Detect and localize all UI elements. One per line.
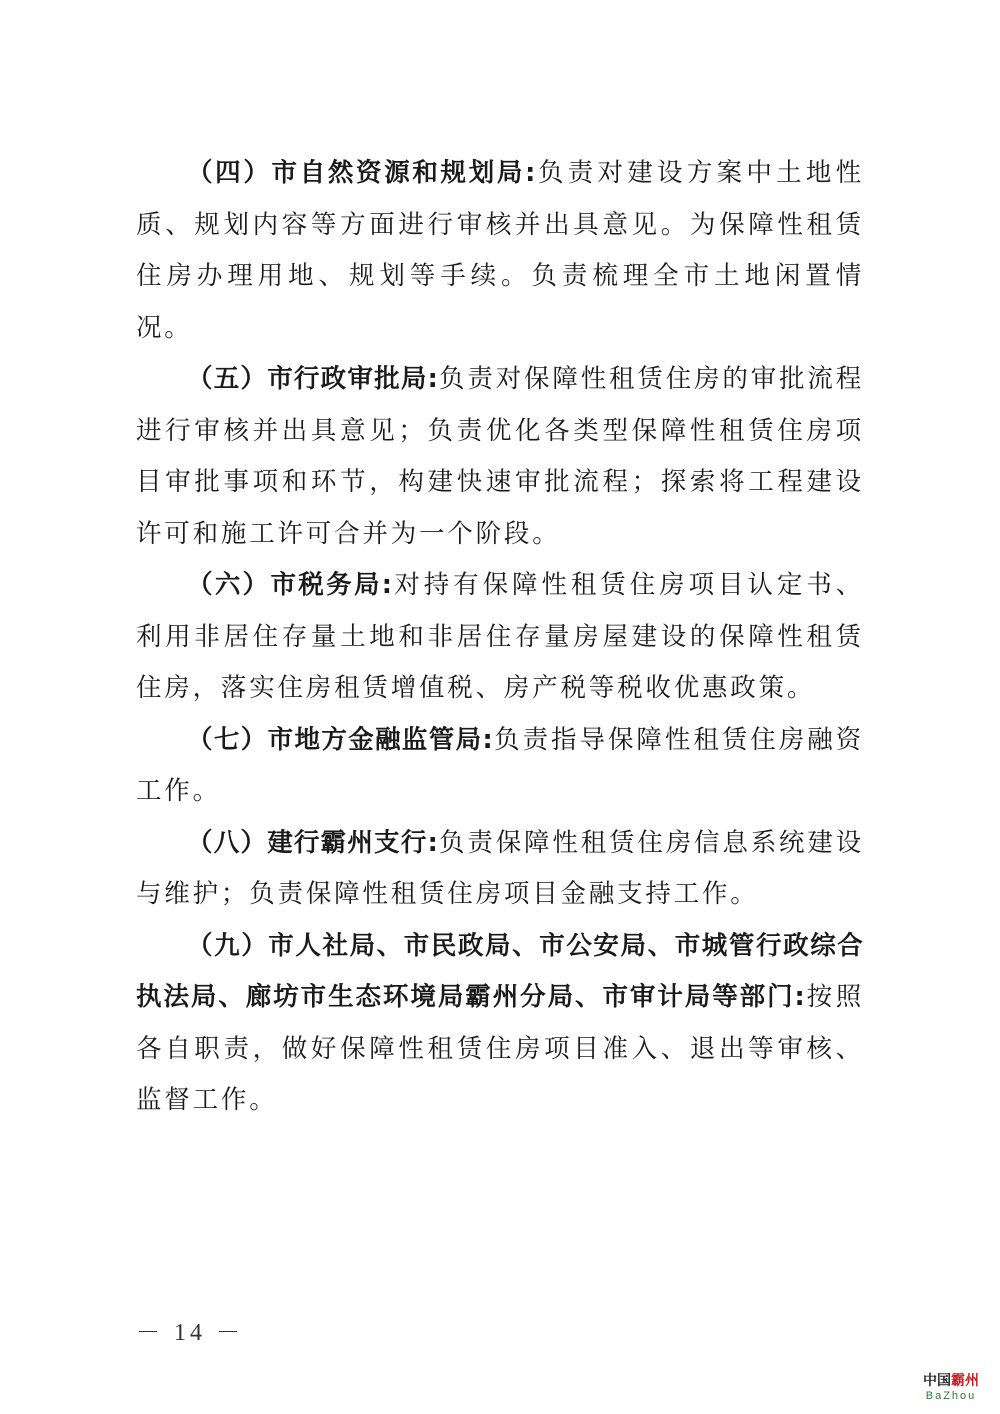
paragraph-lead: （八）建行霸州支行: bbox=[187, 827, 439, 858]
paragraph-administrative-approval bbox=[136, 354, 864, 560]
document-body bbox=[136, 148, 864, 1127]
paragraph-other-departments bbox=[136, 921, 864, 1127]
paragraph-tax-bureau bbox=[136, 560, 864, 715]
paragraph-text: 负责对保障性租赁住房的审批流程进行审核并出具意见；负责优化各类型保障性租赁住房项目审批事项和环节，构建快速审批流程；探索将工程建设许可和施工许可合并为一个阶段。 bbox=[136, 364, 864, 549]
watermark-pinyin: BaZhou bbox=[925, 1390, 977, 1402]
watermark-title bbox=[916, 1374, 986, 1388]
site-watermark-logo bbox=[916, 1374, 986, 1402]
paragraph-lead: （五）市行政审批局: bbox=[187, 364, 439, 394]
page-number: － 14 － bbox=[136, 1320, 244, 1346]
paragraph-ccb-bazhou bbox=[136, 818, 864, 921]
paragraph-text: 对持有保障性租赁住房项目认定书、利用非居住存量土地和非居住存量房屋建设的保障性租赁住房，落实住房租赁增值税、房产税等税收优惠政策。 bbox=[136, 570, 864, 703]
paragraph-text: 负责对建设方案中土地性质、规划内容等方面进行审核并出具意见。为保障性租赁住房办理用地、规划等手续。负责梳理全市土地闲置情况。 bbox=[136, 158, 864, 343]
paragraph-lead: （九）市人社局、市民政局、市公安局、市城管行政综合执法局、廊坊市生态环境局霸州分局、市审计局等部门: bbox=[136, 930, 864, 1012]
paragraph-financial-supervision bbox=[136, 715, 864, 818]
paragraph-text: 负责保障性租赁住房信息系统建设与维护；负责保障性租赁住房项目金融支持工作。 bbox=[136, 827, 864, 909]
paragraph-natural-resources bbox=[136, 148, 864, 354]
watermark-text-zhongguo: 中国 bbox=[923, 1373, 951, 1389]
paragraph-lead: （四）市自然资源和规划局: bbox=[187, 158, 537, 188]
paragraph-text: 按照各自职责，做好保障性租赁住房项目准入、退出等审核、监督工作。 bbox=[136, 982, 864, 1115]
paragraph-lead: （七）市地方金融监管局: bbox=[187, 724, 494, 755]
watermark-text-bazhou: 霸州 bbox=[951, 1373, 979, 1389]
paragraph-lead: （六）市税务局: bbox=[187, 570, 394, 600]
paragraph-text: 负责指导保障性租赁住房融资工作。 bbox=[136, 724, 864, 806]
